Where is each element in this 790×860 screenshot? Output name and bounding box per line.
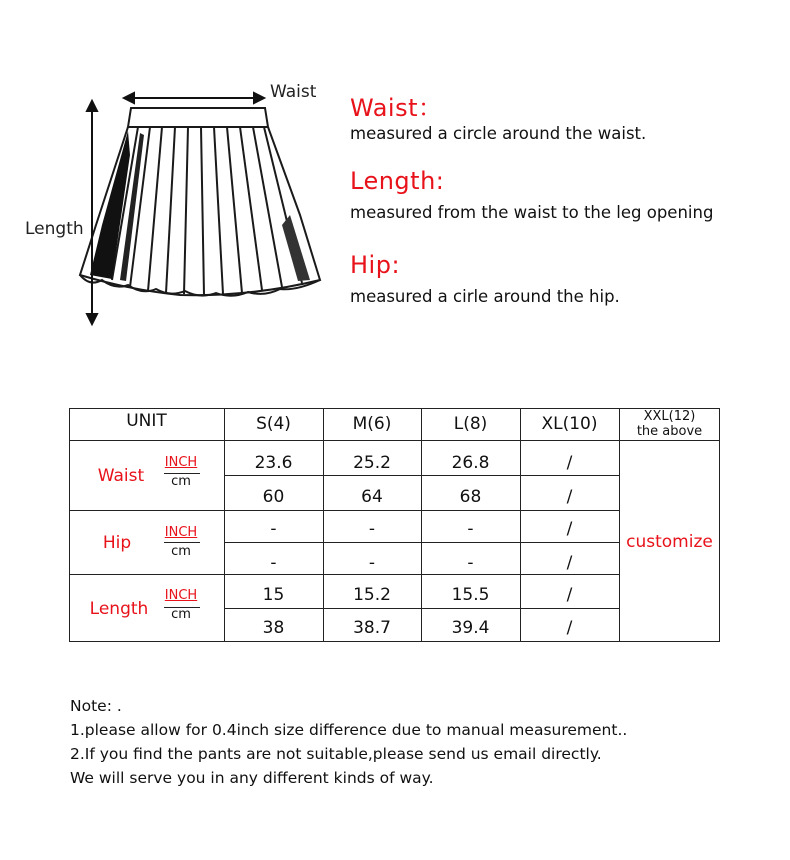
- table-cell: /: [566, 553, 573, 573]
- table-cell: 15.5: [451, 585, 490, 605]
- skirt-illustration: [20, 75, 340, 335]
- size-header-l: L(8): [453, 414, 488, 434]
- table-cell: -: [368, 519, 376, 539]
- note-line-1: 1.please allow for 0.4inch size difference due to manual measurement..: [70, 721, 628, 739]
- length-definition-text: measured from the waist to the leg opening: [350, 203, 714, 222]
- table-cell: /: [566, 585, 573, 605]
- table-cell: 26.8: [451, 453, 490, 473]
- waist-row-label: Waist: [97, 465, 145, 486]
- cm-label: cm: [171, 607, 191, 622]
- length-unit: [163, 589, 199, 621]
- hip-definition-title: Hip:: [350, 251, 401, 279]
- table-cell: -: [270, 519, 277, 539]
- note-line-3: We will serve you in any different kinds of way.: [70, 769, 434, 787]
- table-cell: 15.2: [353, 585, 391, 605]
- waist-definition-text: measured a circle around the waist.: [350, 124, 647, 143]
- note-line-2: 2.If you find the pants are not suitable,please send us email directly.: [70, 745, 602, 763]
- table-cell: 68: [459, 487, 482, 507]
- size-header-xl: XL(10): [541, 414, 598, 434]
- hip-definition-text: measured a cirle around the hip.: [350, 287, 620, 306]
- size-table: [69, 408, 720, 642]
- waist-unit: [163, 456, 199, 488]
- table-cell: 64: [361, 487, 383, 507]
- table-cell: 25.2: [353, 453, 391, 473]
- length-figure-label: Length: [25, 219, 84, 239]
- inch-label: INCH: [164, 455, 198, 470]
- table-cell: -: [368, 553, 376, 573]
- length-definition-title: Length:: [350, 167, 445, 195]
- inch-label: INCH: [164, 525, 198, 540]
- table-cell: 38: [262, 618, 285, 638]
- table-cell: /: [566, 519, 573, 539]
- inch-label: INCH: [164, 588, 198, 603]
- table-cell: -: [467, 553, 474, 573]
- size-header-xxl: XXL(12): [643, 408, 696, 424]
- waist-definition-title: Waist：: [350, 94, 443, 122]
- hip-unit: [163, 526, 199, 558]
- table-cell: /: [566, 453, 573, 473]
- table-cell: 23.6: [254, 453, 293, 473]
- table-cell: /: [566, 487, 573, 507]
- size-header-m: M(6): [352, 414, 392, 434]
- waist-figure-label: Waist: [270, 82, 317, 102]
- size-header-xxl-note: the above: [636, 423, 703, 439]
- cm-label: cm: [171, 544, 191, 559]
- table-cell: 38.7: [353, 618, 391, 638]
- table-cell: 15: [262, 585, 285, 605]
- length-row-label: Length: [89, 598, 149, 619]
- size-header-s: S(4): [256, 414, 291, 434]
- table-cell: 39.4: [451, 618, 490, 638]
- hip-row-label: Hip: [102, 532, 132, 553]
- customize-label: customize: [626, 531, 713, 552]
- table-cell: /: [566, 618, 573, 638]
- unit-header: UNIT: [126, 411, 167, 431]
- table-cell: 60: [262, 487, 285, 507]
- table-cell: -: [270, 553, 277, 573]
- cm-label: cm: [171, 474, 191, 489]
- table-cell: -: [467, 519, 474, 539]
- note-heading: Note: .: [70, 697, 122, 715]
